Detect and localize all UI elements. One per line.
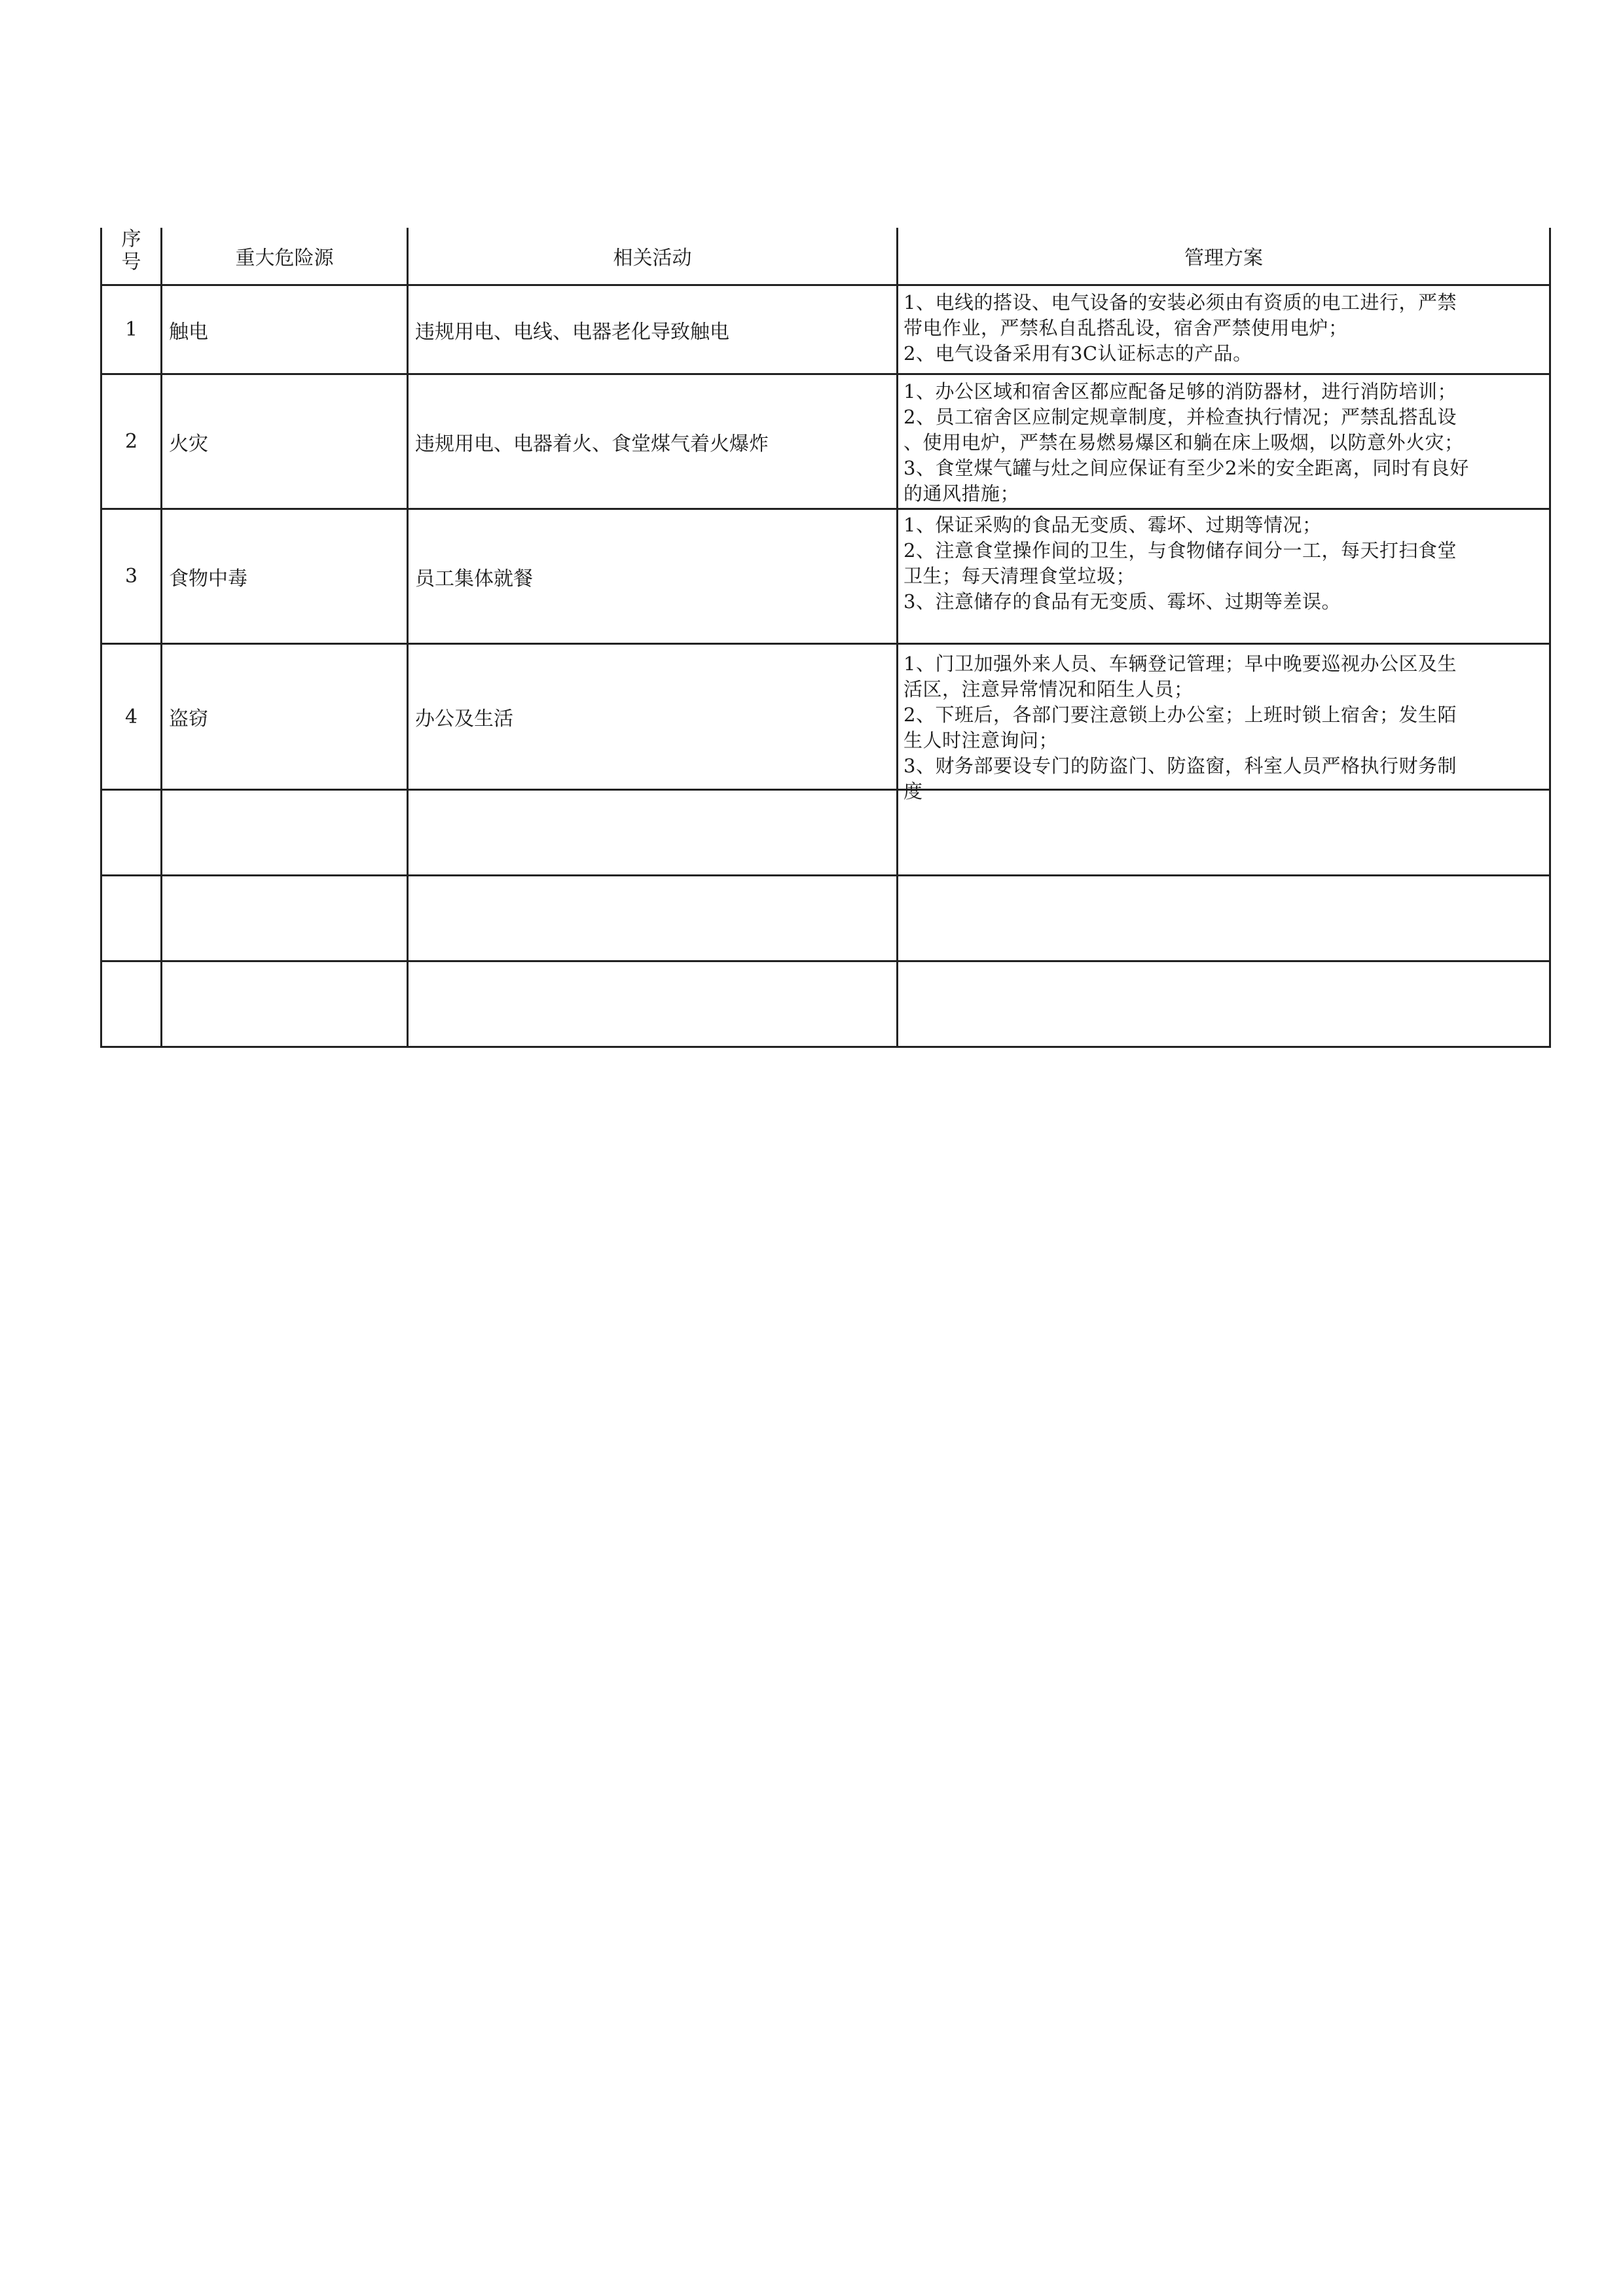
plan-line: 2、员工宿舍区应制定规章制度，并检查执行情况；严禁乱搭乱设	[903, 405, 1457, 428]
hazard-name: 盗窃	[162, 644, 408, 790]
management-plan	[898, 644, 1550, 802]
row-number: 4	[101, 644, 162, 790]
empty-cell	[162, 790, 408, 876]
empty-cell	[101, 876, 162, 961]
empty-row	[101, 876, 1550, 961]
row-number: 3	[101, 509, 162, 644]
header-management-plan: 管理方案	[898, 228, 1550, 285]
plan-line: 带电作业，严禁私自乱搭乱设，宿舍严禁使用电炉；	[903, 316, 1348, 339]
empty-cell	[898, 876, 1550, 961]
plan-line: 3、食堂煤气罐与灶之间应保证有至少2米的安全距离，同时有良好	[903, 456, 1469, 479]
related-activity: 员工集体就餐	[408, 509, 898, 644]
plan-line: 卫生；每天清理食堂垃圾；	[903, 565, 1136, 587]
empty-cell	[408, 961, 898, 1047]
plan-line: 活区，注意异常情况和陌生人员；	[903, 678, 1194, 700]
management-plan-text	[898, 287, 1549, 372]
table-row	[101, 374, 1550, 509]
plan-line: 、使用电炉，严禁在易燃易爆区和躺在床上吸烟，以防意外火灾；	[903, 431, 1464, 454]
management-plan-text	[898, 510, 1549, 641]
plan-line: 2、下班后，各部门要注意锁上办公室；上班时锁上宿舍；发生陌	[903, 704, 1457, 726]
management-plan	[898, 509, 1550, 644]
empty-cell	[408, 790, 898, 876]
related-activity: 违规用电、电器着火、食堂煤气着火爆炸	[408, 374, 898, 509]
header-serial-number-char: 序	[121, 228, 141, 251]
empty-cell	[162, 961, 408, 1047]
hazard-name: 触电	[162, 285, 408, 374]
empty-cell	[101, 790, 162, 876]
empty-cell	[408, 876, 898, 961]
header-serial-number-char: 号	[121, 251, 141, 274]
empty-cell	[162, 876, 408, 961]
plan-line: 的通风措施；	[903, 482, 1020, 505]
plan-line: 度	[903, 780, 923, 802]
header-major-hazard: 重大危险源	[162, 228, 408, 285]
empty-cell	[101, 961, 162, 1047]
empty-cell	[898, 790, 1550, 876]
table-header-row	[101, 228, 1550, 285]
table-row	[101, 509, 1550, 644]
header-serial-number	[101, 228, 162, 285]
plan-line: 2、电气设备采用有3C认证标志的产品。	[903, 342, 1252, 365]
table-row	[101, 644, 1550, 790]
management-plan	[898, 285, 1550, 374]
empty-cell	[898, 961, 1550, 1047]
row-number: 1	[101, 285, 162, 374]
header-related-activity: 相关活动	[408, 228, 898, 285]
empty-row	[101, 790, 1550, 876]
management-plan-text	[898, 649, 1549, 802]
management-plan	[898, 374, 1550, 509]
hazard-name: 食物中毒	[162, 509, 408, 644]
plan-line: 2、注意食堂操作间的卫生，与食物储存间分一工，每天打扫食堂	[903, 539, 1457, 562]
empty-row	[101, 961, 1550, 1047]
plan-line: 3、财务部要设专门的防盗门、防盗窗，科室人员严格执行财务制	[903, 755, 1457, 777]
row-number: 2	[101, 374, 162, 509]
hazard-name: 火灾	[162, 374, 408, 509]
management-plan-text	[898, 376, 1549, 507]
hazard-management-table	[100, 228, 1551, 1048]
plan-line: 1、电线的搭设、电气设备的安装必须由有资质的电工进行，严禁	[903, 291, 1457, 314]
header-serial-number-text	[102, 228, 160, 274]
plan-line: 1、办公区域和宿舍区都应配备足够的消防器材，进行消防培训；	[903, 380, 1457, 403]
plan-line: 1、保证采购的食品无变质、霉坏、过期等情况；	[903, 514, 1322, 536]
plan-line: 生人时注意询问；	[903, 729, 1059, 751]
plan-line: 1、门卫加强外来人员、车辆登记管理；早中晚要巡视办公区及生	[903, 653, 1457, 675]
table-row	[101, 285, 1550, 374]
plan-line: 3、注意储存的食品有无变质、霉坏、过期等差误。	[903, 590, 1341, 613]
related-activity: 办公及生活	[408, 644, 898, 790]
related-activity: 违规用电、电线、电器老化导致触电	[408, 285, 898, 374]
